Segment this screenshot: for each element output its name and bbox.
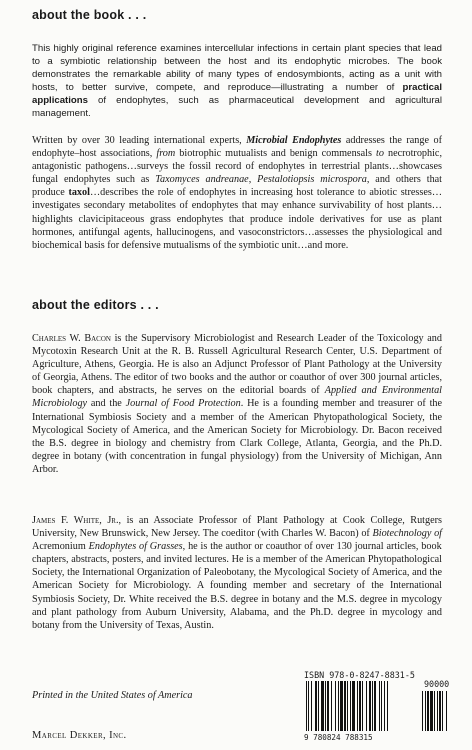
- italic-word: to: [376, 148, 384, 160]
- white-bio: [32, 514, 442, 632]
- price-code: 90000: [424, 679, 450, 689]
- species-name: Pestalotiopsis microspora: [257, 174, 367, 186]
- text-span: , and others that produce: [32, 174, 443, 199]
- text-span: of endophytes, such as pharmaceutical development and agricultural management.: [32, 95, 442, 119]
- journal-title: Applied and Environmental Microbiology: [32, 385, 442, 410]
- journal-title: Journal of Food Protection: [125, 398, 241, 410]
- species-name: Taxomyces andreanae: [155, 174, 249, 186]
- isbn-barcode-block: [304, 670, 454, 744]
- text-span: addresses the range of endophyte–host associations,: [32, 135, 442, 160]
- text-span: . He is a founding member and treasurer of the International Symbiosis Society and a member of the American Phytopathological Society, the Mycological Society of America, and the American Society for Microbiology. Dr. Bacon received the B.S. degree in biology and chemistry from Clark College, Atlanta, Georgia, and the Ph.D. degree in botany (with concentration in fungal physiology) from the University of Michigan, Ann Arbor.: [32, 398, 443, 475]
- publisher-name: Marcel Dekker, Inc.: [32, 730, 127, 741]
- about-editors-heading: about the editors . . .: [32, 298, 159, 312]
- text-span: necrotrophic, antagonistic pathogens…surveys the fossil record of endophytes in terrestrial plants…showcases fungal endophytes such as: [32, 148, 442, 186]
- text-span: ,: [248, 174, 258, 186]
- text-span: , he is the author or coauthor of over 130 journal articles, book chapters, abstracts, posters, and invited lectures. He is a member of the American Phytopathological Society, the International Organization of Paleobotany, the Mycological Society of America, and the American Society for Microbiology. A founding member and secretary of the International Symbiosis Society, Dr. White received the B.S. degree in botany and the M.S. degree in mycology and plant pathology from Auburn University, Alabama, and the Ph.D. degree in mycology and botany from the University of Texas, Austin.: [32, 541, 442, 631]
- text-span: is the Supervisory Microbiologist and Research Leader of the Toxicology and Mycotoxin Research Unit at the R. B. Russell Agricultural Research Center, U.S. Department of Agriculture, Athens, Georgia. He is also an Adjunct Professor of Plant Pathology at the University of Georgia, Athens. The editor of two books and the author or coauthor of over 300 journal articles, book chapters, and abstracts, he serves on the editorial boards of: [32, 333, 442, 397]
- bold-phrase: practical applications: [32, 82, 442, 106]
- text-span: Written by over 30 leading international experts,: [32, 135, 247, 146]
- text-span: biotrophic mutualists and benign commensals: [175, 148, 376, 160]
- bacon-bio: [32, 332, 442, 476]
- text-span: , is an Associate Professor of Plant Pathology at Cook College, Rutgers University, New Brunswick, New Jersey. The coeditor (with Charles W. Bacon) of: [32, 515, 442, 540]
- book-title: Microbial Endophytes: [246, 135, 342, 146]
- editor-name: Charles W. Bacon: [32, 333, 111, 344]
- text-span: …describes the role of endophytes in increasing host tolerance to abiotic stresses…investigates secondary metabolites of endophytes that may enhance survivability of host plants… highlights clavicipitaceous grass endophytes that produce indole derivatives for use as plant hormones, antifungal agents, hallucinogens, and vasoconstrictors…assesses the physiological and biochemical basis for defensive mutualisms of the symbiotic unit…and more.: [32, 187, 443, 251]
- italic-word: from: [156, 148, 176, 160]
- text-span: This highly original reference examines intercellular infections in certain plant species that lead to a symbiotic relationship between the host and its endophytic microbes. The book demonstrates the remarkable ability of many types of endosymbionts, acting as a unit with hosts, to better survive, compete, and reproduce—illustrating a number of: [32, 43, 442, 93]
- book-title: Endophytes of Grasses: [88, 541, 183, 553]
- text-span: Acremonium: [32, 541, 89, 553]
- editor-name: James F. White, Jr.: [32, 515, 119, 526]
- barcode-digits: 9 780824 788315: [304, 733, 373, 742]
- about-book-paragraph-2: [32, 134, 442, 252]
- text-span: and the: [87, 398, 126, 410]
- about-book-heading: about the book . . .: [32, 8, 147, 22]
- printed-in-line: Printed in the United States of America: [32, 690, 193, 701]
- about-book-paragraph-1: [32, 42, 442, 120]
- isbn-number: ISBN 978-0-8247-8831-5: [304, 670, 415, 680]
- barcode-graphic: [304, 681, 454, 735]
- book-title: Biotechnology of: [372, 528, 442, 540]
- bold-word: taxol: [68, 187, 90, 199]
